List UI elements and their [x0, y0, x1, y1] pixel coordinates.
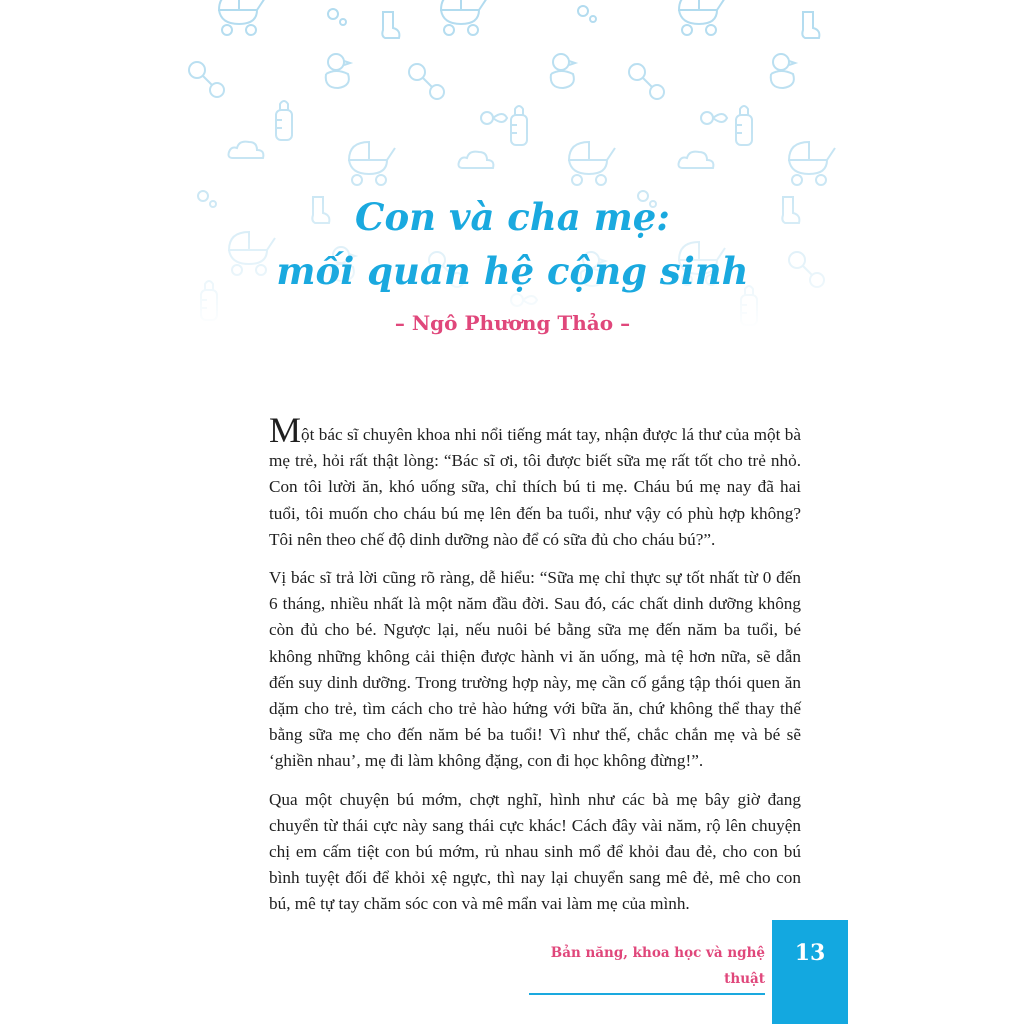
page-number: 13	[794, 940, 826, 966]
book-page	[177, 0, 848, 1024]
chapter-title-line2: mối quan hệ cộng sinh	[276, 249, 749, 293]
author-name: – Ngô Phương Thảo –	[394, 311, 631, 335]
chapter-title	[177, 190, 848, 298]
body-text	[269, 410, 801, 930]
page-number-tab	[772, 920, 848, 1024]
paragraph-2: Vị bác sĩ trả lời cũng rõ ràng, dễ hiểu: “Sữa mẹ chỉ thực sự tốt nhất từ 0 đến 6 tháng, nhiều nhất là một năm đầu đời. Sau đó, các chất dinh dưỡng không còn đủ cho bé. Ngược lại, nếu nuôi bé bằng sữa mẹ đến năm ba tuổi, bé không những không cải thiện được hành vi ăn uống, mà tệ hơn nữa, sẽ dẫn đến suy dinh dưỡng. Trong trường hợp này, mẹ cần cố gắng tập thói quen ăn dặm cho trẻ, tìm cách cho trẻ hào hứng với bữa ăn, chứ không thể thay thế bằng sữa mẹ cho đến năm bé ba tuổi! Vì như thế, chắc chắn mẹ và bé sẽ ‘ghiền nhau’, mẹ đi làm không đặng, con đi học không đừng!”.	[269, 568, 801, 771]
chapter-title-line1: Con và cha mẹ:	[355, 195, 670, 239]
drop-cap: M	[269, 410, 302, 450]
paragraph-1	[269, 410, 801, 553]
paragraph-3: Qua một chuyện bú mớm, chợt nghĩ, hình như các bà mẹ bây giờ đang chuyển từ thái cực này sang thái cực khác! Cách đây vài năm, rộ lên chuyện chị em cấm tiệt con bú mớm, rủ nhau sinh mổ để khỏi đau đẻ, cho con bú bình tuyệt đối để khỏi xệ ngực, thì nay lại chuyển sang mê đẻ, mê cho con bú, mê tự tay chăm sóc con và mê mẩn vai làm mẹ của mình.	[269, 789, 801, 914]
paragraph-1-text: ột bác sĩ chuyên khoa nhi nổi tiếng mát tay, nhận được lá thư của một bà mẹ trẻ, hỏi rất thật lòng: “Bác sĩ ơi, tôi được biết sữa mẹ rất tốt cho trẻ nhỏ. Con tôi lười ăn, khó uống sữa, chỉ thích bú ti mẹ. Cháu bú mẹ nay đã hai tuổi, tôi muốn cho cháu bú mẹ lên đến ba tuổi, như vậy có phù hợp không? Tôi nên theo chế độ dinh dưỡng nào để có sữa đủ cho cháu bú?”.	[269, 425, 801, 549]
running-footer: Bản năng, khoa học và nghệ thuật	[529, 940, 765, 995]
